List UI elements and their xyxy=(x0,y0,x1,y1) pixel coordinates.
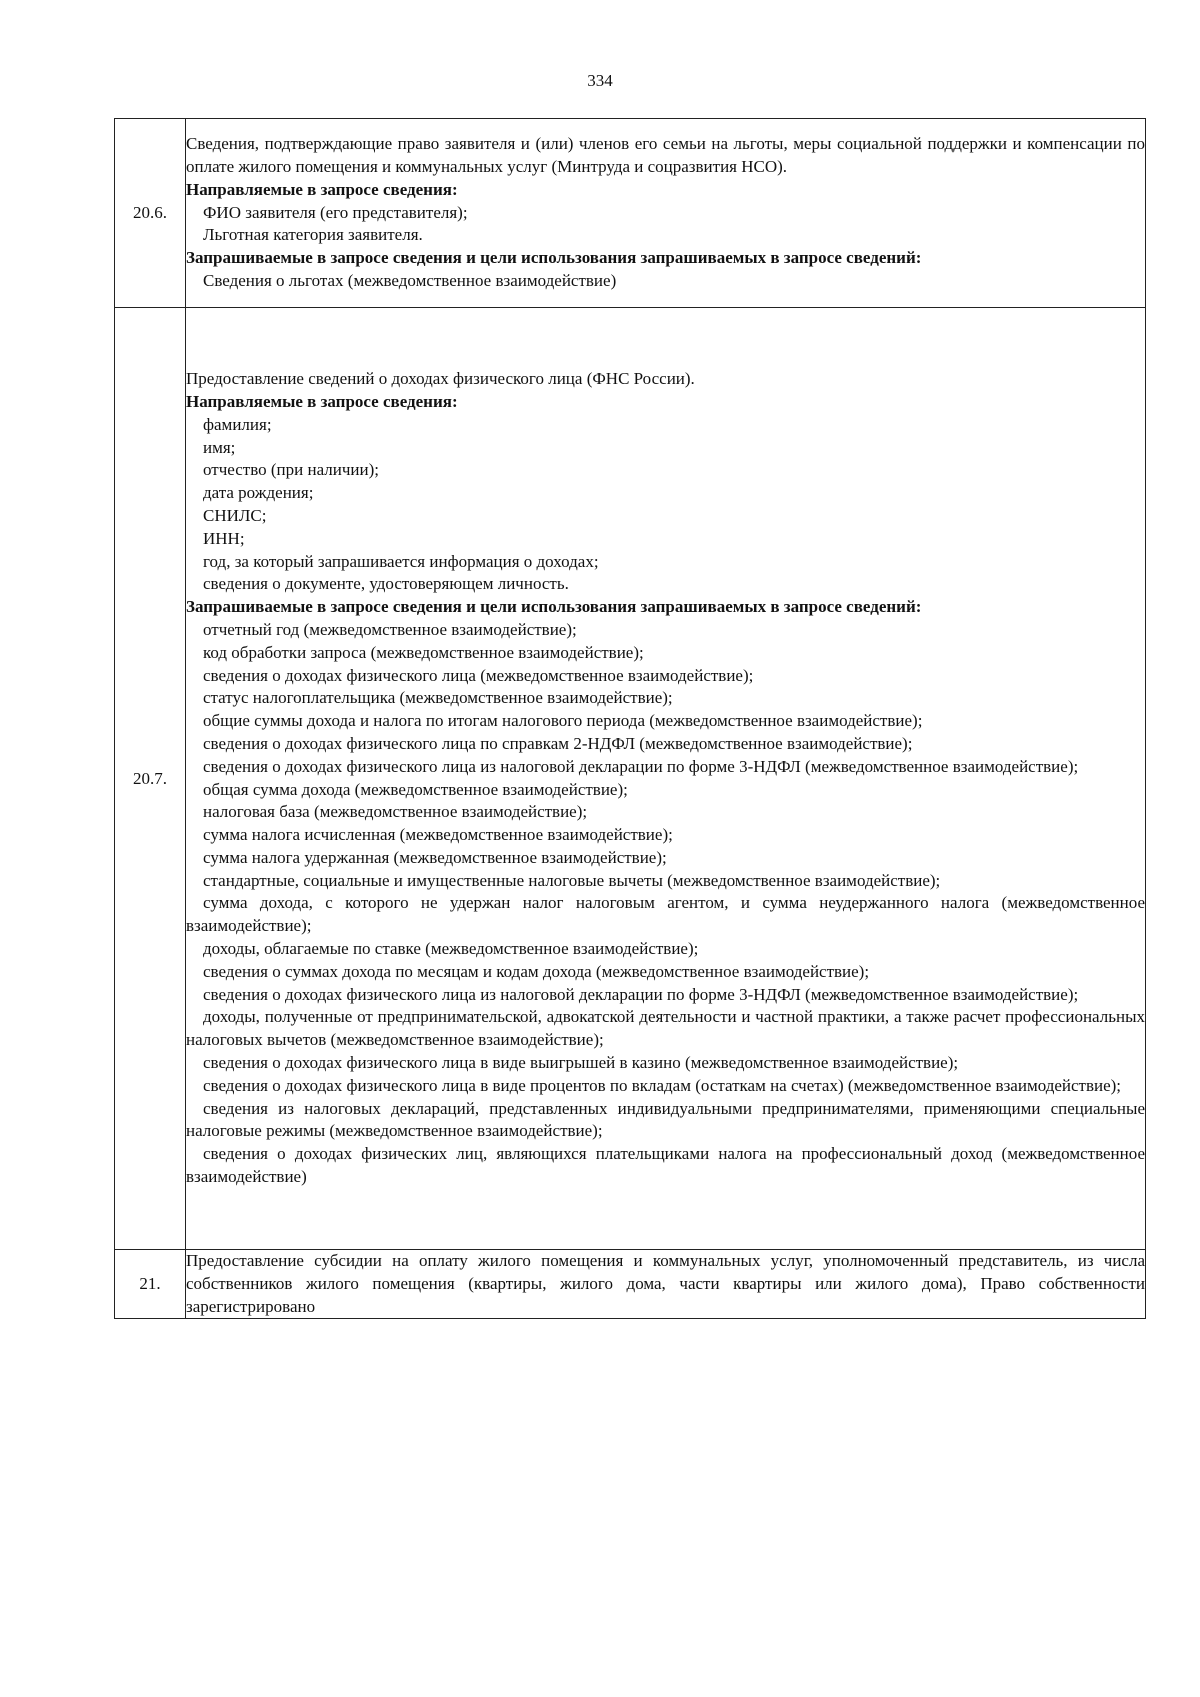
list-item: сумма налога исчисленная (межведомственное взаимодействие); xyxy=(203,825,673,845)
list-item: сведения о доходах физических лиц, являющихся плательщиками налога на профессиональный доход (межведомственное взаимодействие) xyxy=(186,1144,1145,1187)
list-item: отчетный год (межведомственное взаимодействие); xyxy=(203,619,577,639)
list-item: год, за который запрашивается информация о доходах; xyxy=(203,551,599,571)
list-item: сведения о суммах дохода по месяцам и кодам дохода (межведомственное взаимодействие); xyxy=(203,961,870,981)
list-item: отчество (при наличии); xyxy=(203,460,379,480)
list-item: сумма дохода, с которого не удержан налог налоговым агентом, и сумма неудержанного налога (межведомственное взаимодействие); xyxy=(186,893,1145,936)
row-content xyxy=(186,308,1146,1250)
section-heading-sent: Направляемые в запросе сведения: xyxy=(186,179,458,199)
services-table xyxy=(114,118,1146,1319)
list-item: ФИО заявителя (его представителя); xyxy=(203,202,468,222)
row-number: 21. xyxy=(115,1250,186,1319)
section-heading-sent: Направляемые в запросе сведения: xyxy=(186,391,458,411)
table-row-20-7 xyxy=(115,308,1146,1250)
section-heading-requested: Запрашиваемые в запросе сведения и цели использования запрашиваемых в запросе сведений: xyxy=(186,248,922,268)
row-heading: Предоставление сведений о доходах физического лица (ФНС России). xyxy=(186,369,695,389)
row-number: 20.6. xyxy=(115,119,186,308)
list-item: сведения о доходах физического лица из налоговой декларации по форме 3-НДФЛ (межведомственное взаимодействие); xyxy=(203,756,1079,776)
list-item: налоговая база (межведомственное взаимодействие); xyxy=(203,802,588,822)
list-item: сведения о документе, удостоверяющем личность. xyxy=(203,574,569,594)
row-heading: Предоставление субсидии на оплату жилого помещения и коммунальных услуг, уполномоченный представитель, из числа собственников жилого помещения (квартиры, жилого дома, части квартиры или жилого дома), Право собственности зарегистрировано xyxy=(186,1251,1145,1316)
row-number: 20.7. xyxy=(115,308,186,1250)
list-item: сведения о доходах физического лица в виде выигрышей в казино (межведомственное взаимодействие); xyxy=(203,1053,959,1073)
list-item: сведения о доходах физического лица из налоговой декларации по форме 3-НДФЛ (межведомственное взаимодействие); xyxy=(203,984,1079,1004)
list-item: код обработки запроса (межведомственное взаимодействие); xyxy=(203,642,644,662)
list-item: Льготная категория заявителя. xyxy=(203,225,423,245)
list-item: сумма налога удержанная (межведомственное взаимодействие); xyxy=(203,847,667,867)
row-content xyxy=(186,119,1146,308)
list-item: сведения из налоговых деклараций, представленных индивидуальными предпринимателями, применяющими специальные налоговые режимы (межведомственное взаимодействие); xyxy=(186,1098,1145,1141)
list-item: имя; xyxy=(203,437,236,457)
page-number: 334 xyxy=(587,71,613,90)
list-item: сведения о доходах физического лица (межведомственное взаимодействие); xyxy=(203,665,754,685)
table-row-20-6 xyxy=(115,119,1146,308)
list-item: ИНН; xyxy=(203,528,245,548)
list-item: доходы, облагаемые по ставке (межведомственное взаимодействие); xyxy=(203,939,699,959)
list-item: доходы, полученные от предпринимательской, адвокатской деятельности и частной практики, а также расчет профессиональных налоговых вычетов (межведомственное взаимодействие); xyxy=(186,1007,1145,1050)
list-item: общие суммы дохода и налога по итогам налогового периода (межведомственное взаимодействие); xyxy=(203,711,923,731)
list-item: сведения о доходах физического лица в виде процентов по вкладам (остаткам на счетах) (межведомственное взаимодействие); xyxy=(203,1075,1122,1095)
list-item: СНИЛС; xyxy=(203,505,267,525)
list-item: фамилия; xyxy=(203,414,272,434)
table-row-21 xyxy=(115,1250,1146,1319)
list-item: общая сумма дохода (межведомственное взаимодействие); xyxy=(203,779,628,799)
list-item: Сведения о льготах (межведомственное взаимодействие) xyxy=(203,270,617,290)
list-item: дата рождения; xyxy=(203,483,314,503)
list-item: стандартные, социальные и имущественные налоговые вычеты (межведомственное взаимодействие); xyxy=(203,870,941,890)
list-item: статус налогоплательщика (межведомственное взаимодействие); xyxy=(203,688,673,708)
list-item: сведения о доходах физического лица по справкам 2-НДФЛ (межведомственное взаимодействие); xyxy=(203,733,913,753)
section-heading-requested: Запрашиваемые в запросе сведения и цели использования запрашиваемых в запросе сведений: xyxy=(186,597,922,617)
row-heading: Сведения, подтверждающие право заявителя и (или) членов его семьи на льготы, меры социальной поддержки и компенсации по оплате жилого помещения и коммунальных услуг (Минтруда и соцразвития НСО). xyxy=(186,134,1145,176)
row-content xyxy=(186,1250,1146,1319)
